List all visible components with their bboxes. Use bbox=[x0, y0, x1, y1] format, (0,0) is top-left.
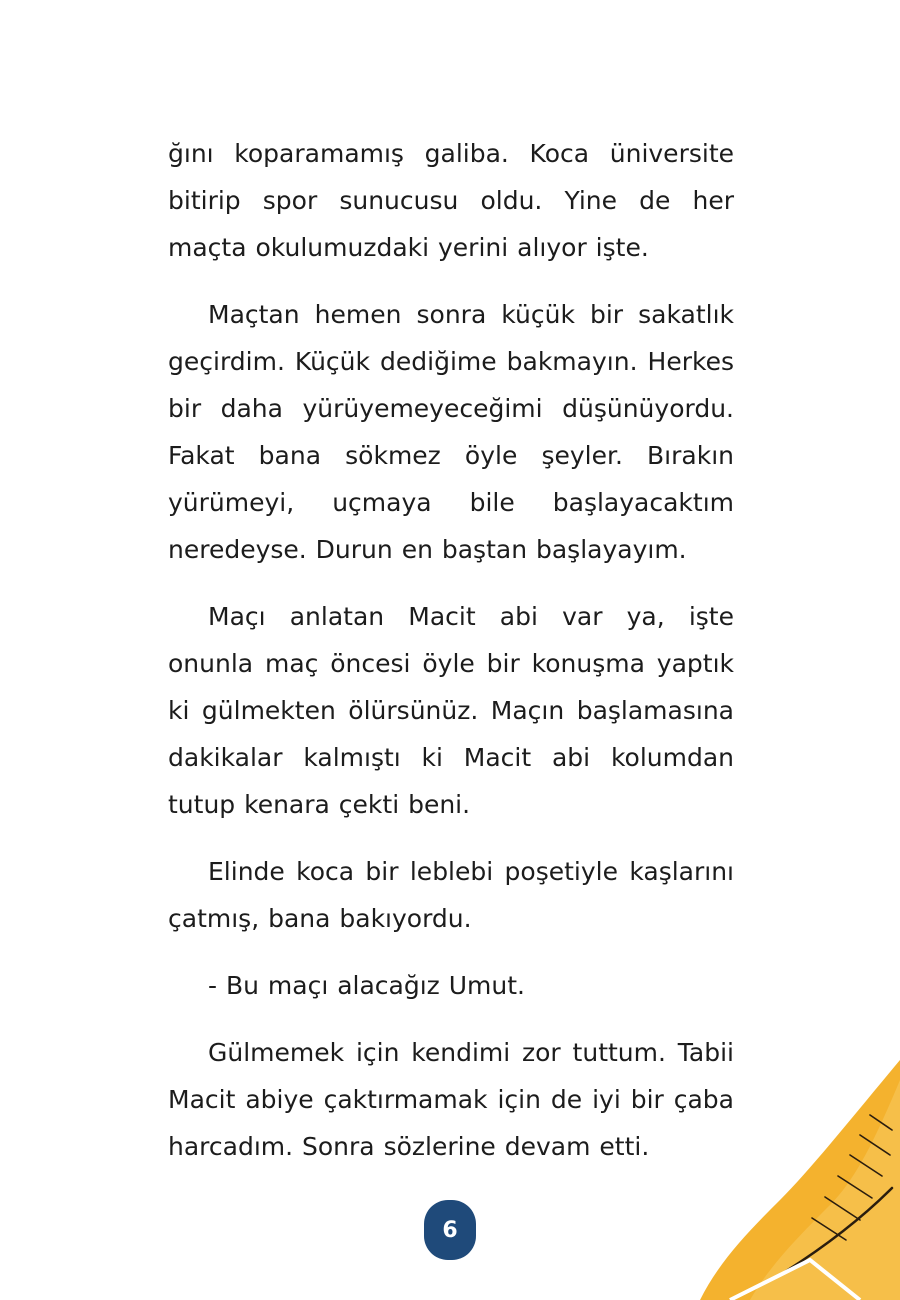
body-text bbox=[168, 130, 734, 1190]
paragraph-4: Elinde koca bir leblebi poşetiyle kaşlarını çatmış, bana bakıyordu. bbox=[168, 857, 734, 933]
corner-illustration bbox=[660, 1060, 900, 1300]
paragraph-6: Gülmemek için kendimi zor tuttum. Tabii Macit abiye çaktırmamak için de iyi bir çaba harcadım. Sonra sözlerine devam etti. bbox=[168, 1038, 734, 1161]
paragraph-2: Maçtan hemen sonra küçük bir sakatlık geçirdim. Küçük dediğime bakmayın. Herkes bir daha yürüyemeyeceğimi düşünüyordu. Fakat bana sökmez öyle şeyler. Bırakın yürümeyi, uçmaya bile başlayacaktım neredeyse. Durun en baştan başlayayım. bbox=[168, 300, 734, 564]
paragraph-3: Maçı anlatan Macit abi var ya, işte onunla maç öncesi öyle bir konuşma yaptık ki gülmekten ölürsünüz. Maçın başlamasına dakikalar kalmıştı ki Macit abi kolumdan tutup kenara çekti beni. bbox=[168, 602, 734, 819]
paragraph-5: - Bu maçı alacağız Umut. bbox=[208, 971, 526, 1000]
page-number-badge: 6 bbox=[424, 1200, 476, 1260]
paragraph-1: ğını koparamamış galiba. Koca üniversite bitirip spor sunucusu oldu. Yine de her maçta okulumuzdaki yerini alıyor işte. bbox=[168, 139, 734, 262]
